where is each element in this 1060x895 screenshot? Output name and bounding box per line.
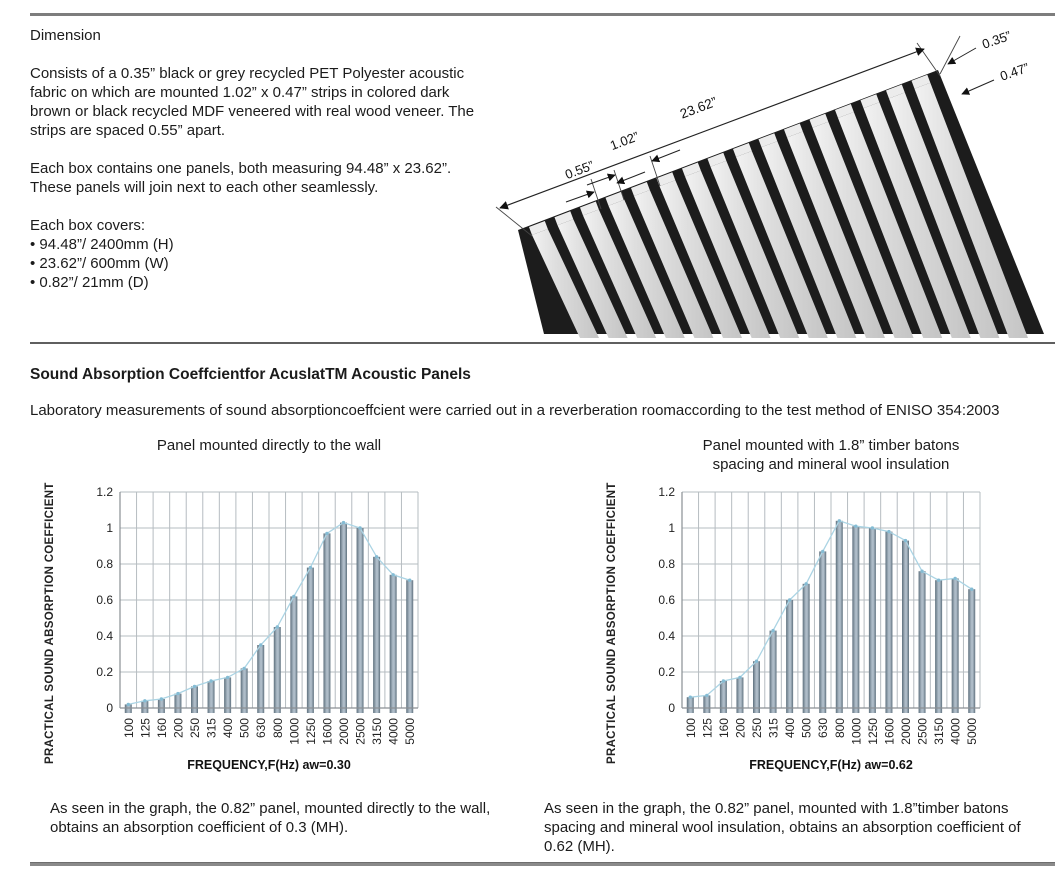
chart-canvas-wall xyxy=(70,478,436,779)
svg-text:100: 100 xyxy=(121,718,136,739)
svg-text:500: 500 xyxy=(237,718,252,739)
svg-text:1250: 1250 xyxy=(303,718,318,745)
svg-text:5000: 5000 xyxy=(965,718,980,745)
svg-text:500: 500 xyxy=(799,718,814,739)
svg-text:FREQUENCY,F(Hz) aw=0.30: FREQUENCY,F(Hz) aw=0.30 xyxy=(187,758,351,772)
divider-middle xyxy=(30,342,1055,344)
dim-label-fabric: 0.35” xyxy=(980,27,1013,52)
svg-text:1.2: 1.2 xyxy=(658,485,675,499)
svg-text:315: 315 xyxy=(204,718,219,739)
chart-caption: As seen in the graph, the 0.82” panel, mounted directly to the wall, obtains an absorption coefficient of 0.3 (MH). xyxy=(50,800,491,836)
svg-text:250: 250 xyxy=(188,718,202,739)
chart-canvas-batons xyxy=(632,478,998,779)
svg-text:3150: 3150 xyxy=(370,718,385,745)
paragraph-materials: Consists of a 0.35” black or grey recycled PET Polyester acoustic fabric on which are mounted 1.02” x 0.47” strips in colored dark brown or black recycled MDF veneered with real wood veneer. The strips are spaced 0.55” apart. xyxy=(30,65,475,139)
bullet-item: • 94.48”/ 2400mm (H) xyxy=(30,236,174,253)
svg-text:200: 200 xyxy=(171,718,186,739)
svg-text:315: 315 xyxy=(766,718,781,739)
chart-title: Panel mounted with 1.8” timber batons spacing and mineral wool insulation xyxy=(702,437,960,473)
chart-caption: As seen in the graph, the 0.82” panel, mounted with 1.8”timber batons spacing and mineral wool insulation, obtains an absorption coefficient of 0.62 (MH). xyxy=(544,800,1021,855)
svg-text:2000: 2000 xyxy=(899,718,913,745)
svg-text:160: 160 xyxy=(154,718,169,739)
svg-text:1.2: 1.2 xyxy=(96,485,113,499)
svg-text:0: 0 xyxy=(668,701,675,715)
covers-title: Each box covers: xyxy=(30,217,146,234)
svg-text:1000: 1000 xyxy=(849,718,864,745)
bullet-item: • 23.62”/ 600mm (W) xyxy=(30,255,169,272)
bullet-item: • 0.82”/ 21mm (D) xyxy=(30,274,149,291)
svg-text:1000: 1000 xyxy=(287,718,302,745)
paragraph-box-contents: Each box contains one panels, both measuring 94.48” x 23.62”. These panels will join next to each other seamlessly. xyxy=(30,160,452,196)
svg-text:0.4: 0.4 xyxy=(658,629,675,643)
svg-text:2000: 2000 xyxy=(337,718,351,745)
svg-text:200: 200 xyxy=(733,718,748,739)
svg-text:800: 800 xyxy=(832,718,847,739)
svg-text:1250: 1250 xyxy=(865,718,880,745)
svg-text:125: 125 xyxy=(700,718,715,739)
svg-text:400: 400 xyxy=(783,718,798,739)
svg-text:0.8: 0.8 xyxy=(658,557,675,571)
y-axis-label: PRACTICAL SOUND ABSORPTION COEFFICIENT xyxy=(44,482,56,764)
svg-text:0: 0 xyxy=(106,701,113,715)
divider-bottom xyxy=(30,862,1055,866)
svg-text:800: 800 xyxy=(270,718,285,739)
svg-text:0.8: 0.8 xyxy=(96,557,113,571)
absorption-intro: Laboratory measurements of sound absorptioncoeffcient were carried out in a reverberation roomaccording to the test method of ENISO 354:2003 xyxy=(30,402,1000,419)
svg-text:1600: 1600 xyxy=(882,718,897,745)
dim-label-width: 23.62” xyxy=(677,94,719,122)
dim-label-gap: 0.55” xyxy=(562,157,596,183)
chart-wall-mounted xyxy=(30,436,510,837)
svg-text:4000: 4000 xyxy=(386,718,401,745)
section-title: Dimension xyxy=(30,27,101,44)
panel-dimension-diagram xyxy=(488,16,1060,338)
svg-text:FREQUENCY,F(Hz) aw=0.62: FREQUENCY,F(Hz) aw=0.62 xyxy=(749,758,913,772)
svg-text:1: 1 xyxy=(668,521,675,535)
svg-text:0.6: 0.6 xyxy=(96,593,113,607)
svg-text:630: 630 xyxy=(816,718,831,739)
svg-text:2500: 2500 xyxy=(353,718,368,745)
svg-text:0.2: 0.2 xyxy=(658,665,675,679)
svg-text:1: 1 xyxy=(106,521,113,535)
svg-text:250: 250 xyxy=(750,718,764,739)
dim-label-slat: 1.02” xyxy=(607,128,641,154)
svg-text:2500: 2500 xyxy=(915,718,930,745)
svg-text:100: 100 xyxy=(683,718,698,739)
bullet-list xyxy=(30,235,485,292)
svg-text:0.2: 0.2 xyxy=(96,665,113,679)
svg-text:1600: 1600 xyxy=(320,718,335,745)
svg-text:125: 125 xyxy=(138,718,153,739)
dim-label-strip: 0.47” xyxy=(998,59,1031,84)
svg-text:630: 630 xyxy=(254,718,269,739)
absorption-heading: Sound Absorption Coeffcientfor AcuslatTM Acoustic Panels xyxy=(30,366,471,383)
svg-text:0.4: 0.4 xyxy=(96,629,113,643)
svg-text:4000: 4000 xyxy=(948,718,963,745)
dimension-section xyxy=(30,26,485,292)
y-axis-label: PRACTICAL SOUND ABSORPTION COEFFICIENT xyxy=(606,482,618,764)
svg-text:160: 160 xyxy=(716,718,731,739)
chart-timber-batons xyxy=(540,436,1050,856)
svg-text:5000: 5000 xyxy=(403,718,418,745)
svg-text:400: 400 xyxy=(221,718,236,739)
svg-text:3150: 3150 xyxy=(932,718,947,745)
svg-text:0.6: 0.6 xyxy=(658,593,675,607)
chart-title: Panel mounted directly to the wall xyxy=(156,437,382,454)
